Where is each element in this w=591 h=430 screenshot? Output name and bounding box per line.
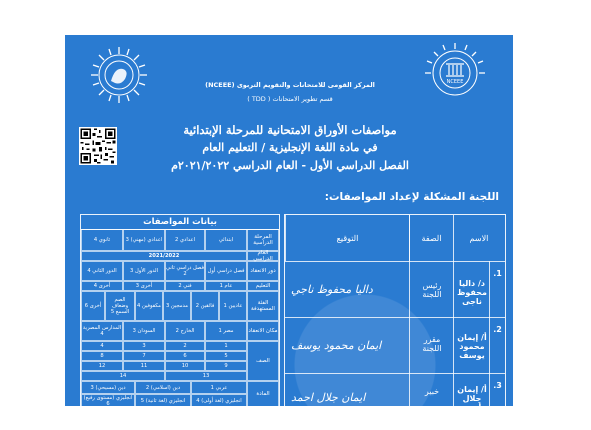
member-name: أ/ إيمان محمود يوسف (457, 333, 487, 360)
member-signature: داليا محفوظ ناجي (291, 283, 373, 296)
stage-option: اعدادي 2 (165, 229, 205, 251)
row-divider (285, 317, 505, 318)
logo-text: NCEEE (446, 79, 464, 85)
committee-heading: اللجنة المشكلة لإعداد المواصفات: (324, 191, 499, 203)
specification-document (65, 35, 513, 430)
stage-label: المرحلة الدراسية (247, 229, 279, 251)
term-option: فصل دراسي ثاني 2 (165, 261, 205, 281)
grade-cell: 10 (165, 361, 205, 371)
term-option: الدور الثاني 4 (81, 261, 123, 281)
place-option: مصر 1 (205, 321, 247, 341)
place-option: المدارس المصرية 4 (81, 321, 123, 341)
target-option: أخرى 6 (81, 291, 105, 321)
column-divider (409, 215, 410, 407)
target-option: الصم وضعاف السمع 5 (105, 291, 135, 321)
grade-cell: 6 (165, 351, 205, 361)
target-option: مكفوفين 4 (135, 291, 163, 321)
column-divider (453, 215, 454, 407)
member-role: رئيس اللجنة (422, 281, 442, 299)
subject-option: انجليزي (لغة أولى) 4 (191, 394, 247, 407)
committee-table (284, 214, 506, 430)
specs-title: بيانات المواصفات (81, 215, 279, 230)
specs-table (80, 214, 280, 408)
target-option: مدمجين 3 (163, 291, 191, 321)
org-name: المركز القومى للامتحانات والتقويم التربوى (NCEEE) (205, 81, 375, 89)
edu-option: أخرى 4 (81, 281, 123, 291)
grade-cell: 11 (123, 361, 165, 371)
grade-cell: 14 (81, 371, 165, 381)
edu-option: عام 1 (205, 281, 247, 291)
place-label: مكان الانعقاد (247, 321, 279, 341)
year-label: العام الدراسي (247, 251, 279, 261)
year-value: 2021/2022 (81, 251, 247, 261)
row-divider (285, 261, 505, 262)
title-line-3: الفصل الدراسي الأول - العام الدراسي ٢٠٢١/٢٠٢٢م (171, 159, 409, 172)
target-label: الفئة المستهدفة (247, 291, 279, 321)
grade-cell: 5 (205, 351, 247, 361)
term-label: دور الانعقاد (247, 261, 279, 281)
edu-option: فني 2 (165, 281, 205, 291)
target-option: عاديين 1 (219, 291, 247, 321)
grade-cell: 4 (81, 341, 123, 351)
tdd-logo-icon (87, 43, 151, 107)
qr-code-icon (79, 127, 117, 165)
target-option: فائقين 2 (191, 291, 219, 321)
edu-label: التعليم (247, 281, 279, 291)
grade-cell: 8 (81, 351, 123, 361)
term-option: فصل دراسي أول (205, 261, 247, 281)
subject-option: دين (مسيحي) 3 (81, 381, 135, 394)
stage-option: ثانوي 4 (81, 229, 123, 251)
grade-cell: 1 (205, 341, 247, 351)
row-number: 1. (493, 269, 502, 278)
subject-option: انجليزي (مستوى رفيع) 6 (81, 394, 135, 407)
grade-cell: 7 (123, 351, 165, 361)
title-line-2: في مادة اللغة الإنجليزية / التعليم العام (202, 141, 378, 154)
member-role: مقرر اللجنة (422, 335, 442, 353)
subject-label: المادة (247, 381, 279, 407)
member-name: د/ داليا محفوظ ناجى (457, 279, 487, 306)
grade-cell: 2 (165, 341, 205, 351)
dept-name: قسم تطوير الامتحانات ( TDD ) (247, 95, 333, 103)
subject-option: انجليزي (لغة ثانية) 5 (135, 394, 191, 407)
stage-option: اعدادي (مهني) 3 (123, 229, 165, 251)
grade-label: الصف (247, 341, 279, 381)
row-number: 2. (493, 325, 502, 334)
member-role: خبير (424, 387, 440, 396)
grade-cell: 13 (165, 371, 247, 381)
term-option: الدور الأول 3 (123, 261, 165, 281)
title-line-1: مواصفات الأوراق الامتحانية للمرحلة الإبتدائية (183, 123, 397, 137)
column-header-name: الاسم (469, 233, 489, 243)
column-header-signature: التوقيع (285, 215, 409, 261)
grade-cell: 9 (205, 361, 247, 371)
place-option: الخارج 2 (165, 321, 205, 341)
member-signature: ايمان محمود يوسف (291, 339, 382, 352)
column-header-role: الصفة (409, 215, 453, 261)
nceee-logo-icon (423, 41, 487, 105)
member-name: أ/ إيمان جلال أحمد أحمد هدان (457, 385, 487, 430)
edu-option: أخرى 3 (123, 281, 165, 291)
grade-cell: 12 (81, 361, 123, 371)
place-option: السودان 3 (123, 321, 165, 341)
subject-option: دين (اسلامي) 2 (135, 381, 191, 394)
member-signature: ايمان جلال احمد (291, 391, 366, 404)
row-divider (285, 373, 505, 374)
subject-option: عربي 1 (191, 381, 247, 394)
row-number: 3. (493, 381, 502, 390)
stage-option: ابتدائي (205, 229, 247, 251)
grade-cell: 3 (123, 341, 165, 351)
